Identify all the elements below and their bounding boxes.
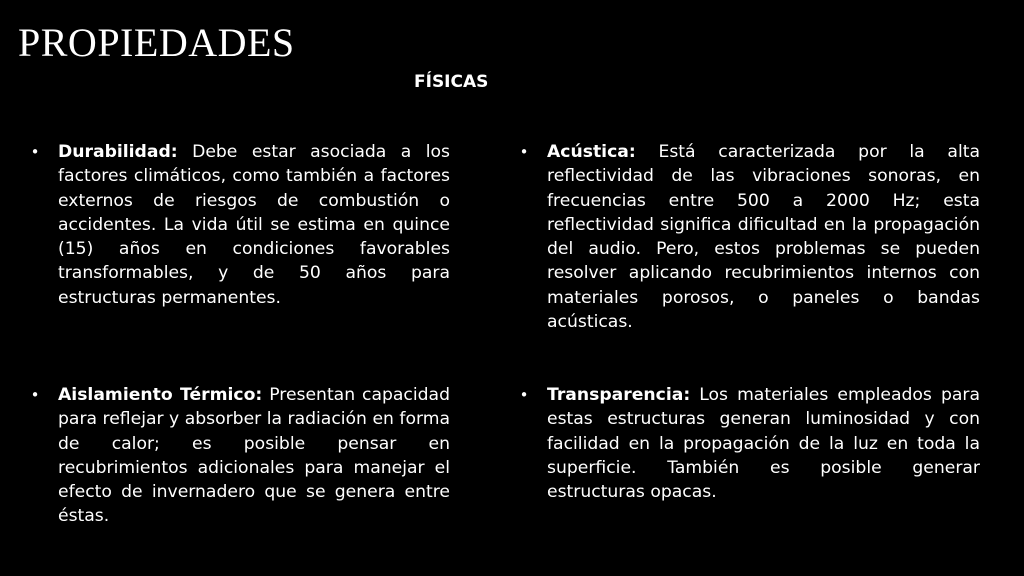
- property-term: Durabilidad:: [58, 142, 178, 162]
- property-item-acustica: [519, 140, 980, 334]
- bullet-icon: •: [519, 386, 529, 404]
- property-term: Aislamiento Térmico:: [58, 385, 263, 405]
- slide-subtitle: FÍSICAS: [414, 72, 489, 92]
- property-term: Acústica:: [547, 142, 636, 162]
- slide-title: PROPIEDADES: [18, 20, 295, 65]
- property-item-aislamiento: [30, 383, 451, 529]
- property-description: Está caracterizada por la alta reflectividad de las vibraciones sonoras, en frecuencias entre 500 a 2000 Hz; esta reflectividad significa dificultad en la propagación del audio. Pero, estos problemas se pueden resolver aplicando recubrimientos internos con materiales porosos, o paneles o bandas acústicas.: [547, 142, 980, 333]
- property-description: Los materiales empleados para estas estructuras generan luminosidad y con facilidad en la propagación de la luz en toda la superficie. También es posible generar estructuras opacas.: [547, 385, 980, 503]
- bullet-icon: •: [30, 386, 40, 404]
- property-item-durabilidad: [30, 140, 450, 310]
- property-item-transparencia: [519, 383, 980, 504]
- property-description: Debe estar asociada a los factores climáticos, como también a factores externos de riesgos de combustión o accidentes. La vida útil se estima en quince (15) años en condiciones favorables transformables, y de 50 años para estructuras permanentes.: [58, 142, 450, 308]
- bullet-icon: •: [519, 143, 529, 161]
- property-description: Presentan capacidad para reflejar y absorber la radiación en forma de calor; es posible pensar en recubrimientos adicionales para manejar el efecto de invernadero que se genera entre éstas.: [58, 385, 451, 527]
- bullet-icon: •: [30, 143, 40, 161]
- property-term: Transparencia:: [547, 385, 691, 405]
